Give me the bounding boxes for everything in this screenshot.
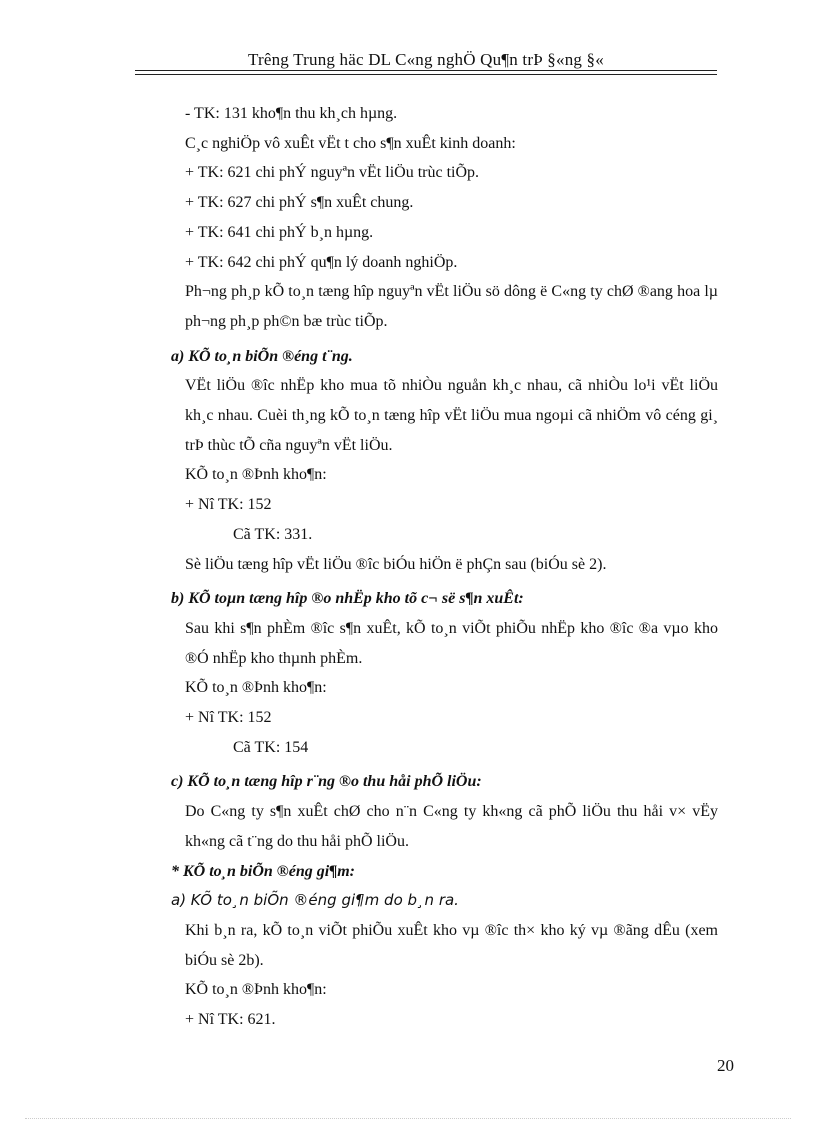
text-line: - TK: 131 kho¶n thu kh¸ch hµng. [185,105,398,122]
paragraph: VËt liÖu ®îc nhËp kho mua tõ nhiÒu nguån kh¸c nhau, cã nhiÒu lo¹i vËt liÖu kh¸c nhau. Cuèi th¸ng kÕ to¸n tæng hîp vËt liÖu mua ngoµi cã nhiÖm vô céng gi¸ trÞ thùc tÕ cña nguyªn vËt liÖu. [185,377,718,454]
text-line: KÕ to¸n ®Þnh kho¶n: [185,466,327,484]
text-line: KÕ to¸n ®Þnh kho¶n: [185,981,327,999]
document-body [163,99,718,1035]
text-line: Cã TK: 331. [233,525,313,543]
text-line: Cã TK: 154 [233,738,309,756]
text-line: C¸c nghiÖp vô xuÊt vËt t cho s¶n xuÊt kinh doanh: [185,134,516,152]
paragraph: Ph¬ng ph¸p kÕ to¸n tæng hîp nguyªn vËt liÖu sö dông ë C«ng ty chØ ®ang hoa lµ ph¬ng ph¸p ph©n bæ trùc tiÕp. [185,283,718,330]
subsection-heading: a) KÕ to¸n biÕn ®éng gi¶m do b¸n ra. [171,891,459,910]
header-rule-bottom [135,74,717,75]
page-number: 20 [717,1056,734,1075]
text-line: + TK: 642 chi phÝ qu¶n lý doanh nghiÖp. [185,253,458,271]
text-line: + TK: 627 chi phÝ s¶n xuÊt chung. [185,194,414,212]
text-line: + Nî TK: 621. [185,1011,276,1029]
header-rule-top [135,70,717,71]
paragraph: Khi b¸n ra, kÕ to¸n viÕt phiÕu xuÊt kho vµ ®îc th× kho ký vµ ®ãng dÊu (xem biÓu sè 2b). [185,921,718,969]
section-heading: b) KÕ toµn tæng hîp ®o nhËp kho tõ c¬ së s¶n xuÊt: [171,590,524,608]
section-heading: a) KÕ to¸n biÕn ®éng t¨ng. [171,347,353,365]
paragraph: Sau khi s¶n phÈm ®îc s¶n xuÊt, kÕ to¸n viÕt phiÕu nhËp kho ®îc ®a vµo kho ®Ó nhËp kho thµnh phÈm. [185,619,718,667]
page-header: Trêng Trung häc DL C«ng nghÖ Qu¶n trÞ §«ng §« [248,50,604,69]
text-line: + Nî TK: 152 [185,496,272,514]
paragraph: Do C«ng ty s¶n xuÊt chØ cho n¨n C«ng ty kh«ng cã phÕ liÖu thu håi v× vËy kh«ng cã t¨ng do thu håi phÕ liÖu. [185,803,718,850]
text-line: + TK: 621 chi phÝ nguyªn vËt liÖu trùc tiÕp. [185,164,480,182]
text-line: + Nî TK: 152 [185,709,272,727]
text-line: KÕ to¸n ®Þnh kho¶n: [185,679,327,697]
page-bottom-divider [25,1118,791,1119]
section-heading: * KÕ to¸n biÕn ®éng gi¶m: [171,862,355,880]
text-line: + TK: 641 chi phÝ b¸n hµng. [185,223,374,241]
section-heading: c) KÕ to¸n tæng hîp r¨ng ®o thu håi phÕ liÖu: [171,773,482,791]
text-line: Sè liÖu tæng hîp vËt liÖu ®îc biÓu hiÖn ë phÇn sau (biÓu sè 2). [185,555,607,573]
